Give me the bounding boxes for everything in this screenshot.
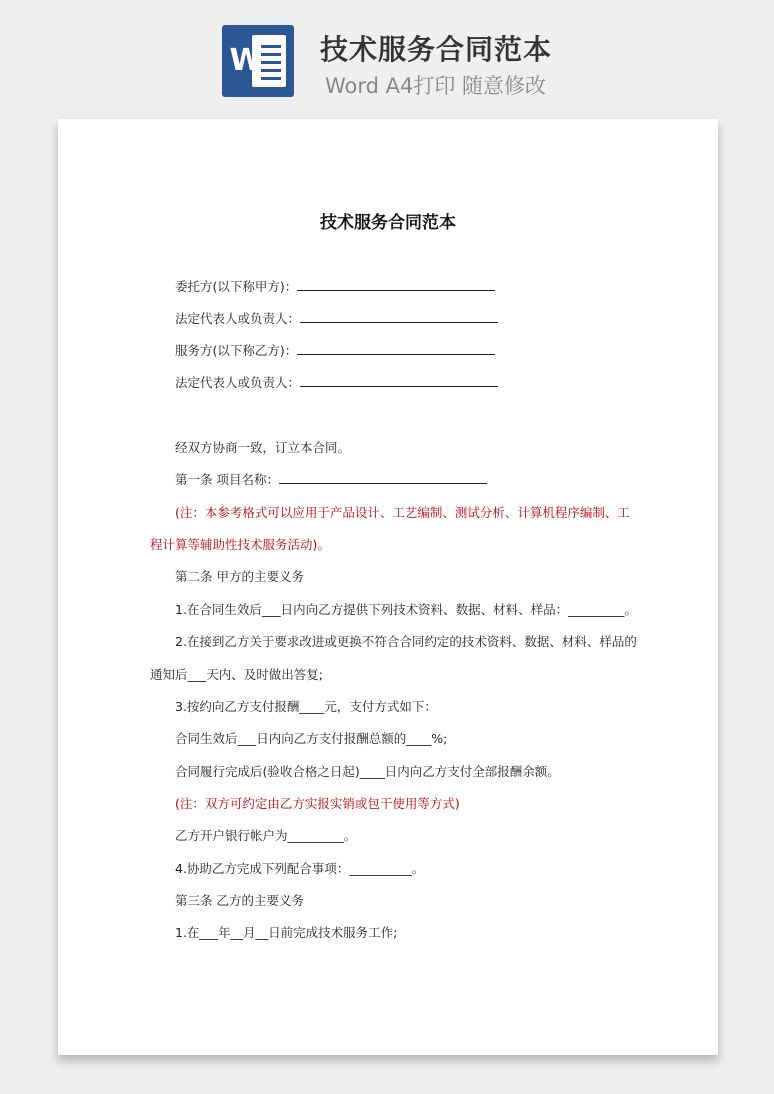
article-1-line — [175, 470, 487, 488]
document-title: 技术服务合同范本 — [320, 213, 456, 233]
header — [0, 0, 774, 110]
party-b-blank — [297, 342, 495, 355]
clause-2-2-line-2: 通知后___天内、及时做出答复; — [150, 667, 323, 682]
party-b-rep-line — [175, 373, 498, 391]
note-1-line-2: 程计算等辅助性技术服务活动)。 — [150, 537, 330, 552]
document-page — [58, 119, 718, 1055]
header-title: 技术服务合同范本 — [320, 33, 553, 66]
clause-2-2-line-1: 2.在接到乙方关于要求改进或更换不符合合同约定的技术资料、数据、材料、样品的 — [175, 634, 637, 649]
note-1-line-1: (注：本参考格式可以应用于产品设计、工艺编制、测试分析、计算机程序编制、工 — [175, 505, 630, 520]
party-b-line — [175, 341, 495, 359]
party-b-rep-blank — [300, 374, 498, 387]
article-1-label: 第一条 项目名称： — [175, 472, 279, 487]
party-a-line — [175, 277, 495, 295]
clause-3-1: 1.在___年__月__日前完成技术服务工作; — [175, 925, 398, 940]
clause-2-3: 3.按约向乙方支付报酬____元，支付方式如下： — [175, 699, 437, 714]
party-a-rep-blank — [300, 310, 498, 323]
party-a-label: 委托方(以下称甲方)： — [175, 279, 298, 294]
article-1-blank — [279, 471, 487, 484]
party-b-label: 服务方(以下称乙方)： — [175, 343, 298, 358]
agreement-line: 经双方协商一致，订立本合同。 — [175, 440, 351, 455]
party-b-rep-label: 法定代表人或负责人： — [175, 375, 301, 390]
party-a-blank — [297, 278, 495, 291]
header-subtitle: Word A4打印 随意修改 — [325, 74, 547, 98]
bank-account-line: 乙方开户银行帐户为_________。 — [175, 828, 357, 843]
clause-2-1: 1.在合同生效后___日内向乙方提供下列技术资料、数据、材料、样品：_________。 — [175, 602, 637, 617]
article-3-heading: 第三条 乙方的主要义务 — [175, 893, 304, 908]
note-2-line: (注：双方可约定由乙方实报实销或包干使用等方式) — [175, 796, 460, 811]
party-a-rep-label: 法定代表人或负责人： — [175, 311, 301, 326]
clause-2-4: 4.协助乙方完成下列配合事项：__________。 — [175, 861, 425, 876]
clause-2-3-a: 合同生效后___日内向乙方支付报酬总额的____%; — [175, 731, 448, 746]
party-a-rep-line — [175, 309, 498, 327]
word-icon — [222, 25, 294, 97]
clause-2-3-b: 合同履行完成后(验收合格之日起)____日内向乙方支付全部报酬余额。 — [175, 764, 560, 779]
article-2-heading: 第二条 甲方的主要义务 — [175, 569, 304, 584]
word-icon-letter: W — [229, 43, 263, 78]
